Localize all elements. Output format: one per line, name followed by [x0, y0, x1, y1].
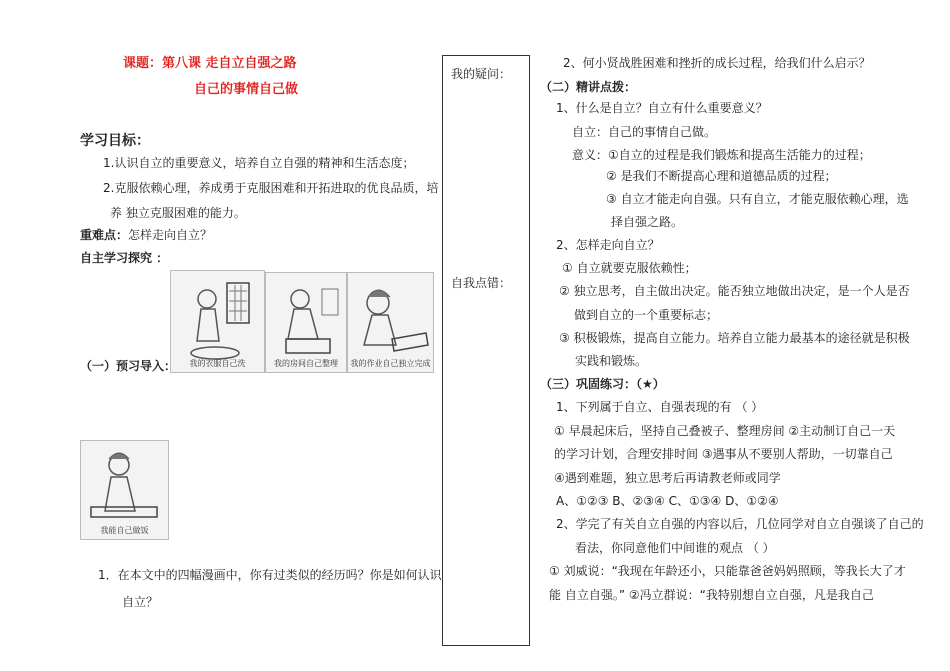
figure-washing-icon: [171, 271, 264, 372]
point-6: 择自强之路。: [611, 215, 684, 229]
key-label: 重难点：: [80, 228, 129, 242]
point-8: ① 自立就要克服依赖性；: [562, 261, 697, 275]
exercise-1-option-a: ① 早晨起床后，坚持自己叠被子、整理房间 ②主动制订自己一天: [554, 424, 896, 438]
section-3-heading: （三）巩固练习：（★）: [540, 377, 665, 391]
point-12: 实践和锻炼。: [575, 354, 648, 368]
self-check-label: 自我点错：: [451, 276, 512, 290]
question-1-line-a: 1．在本文中的四幅漫画中，你有过类似的经历吗？你是如何认识: [98, 568, 442, 582]
point-5: ③ 自立才能走向自强。只有自立，才能克服依赖心理，选: [606, 192, 909, 206]
illustration-cooking: [80, 440, 169, 540]
illustration-tidy-room: [265, 272, 347, 373]
exercise-2-view-2: 能 自立自强。” ②冯立群说：“我特别想自立自强，凡是我自己: [549, 588, 874, 602]
caption-room: 我的房间自己整理: [274, 359, 338, 368]
key-text: 怎样走向自立？: [128, 228, 213, 242]
question-1-line-b: 自立？: [122, 595, 159, 609]
key-point: [80, 227, 212, 243]
point-10: 做到自立的一个重要标志；: [574, 308, 719, 322]
point-3: 意义：①自立的过程是我们锻炼和提高生活能力的过程；: [572, 148, 871, 162]
question-2: 2、何小贤战胜困难和挫折的成长过程，给我们什么启示？: [563, 56, 871, 70]
section-2-heading: （二）精讲点拨：: [540, 80, 637, 94]
lesson-title: 课题：第八课 走自立自强之路: [123, 56, 297, 71]
preview-heading: （一）预习导入：: [80, 359, 177, 373]
exercise-2: 2、学完了有关自立自强的内容以后，几位同学对自立自强谈了自己的: [556, 517, 924, 531]
point-1: 1、什么是自立？自立有什么重要意义？: [556, 101, 768, 115]
point-2: 自立：自己的事情自己做。: [572, 125, 717, 139]
exercise-1-option-c: ④遇到难题，独立思考后再请教老师或同学: [554, 471, 781, 485]
exercise-2-view-1: ① 刘威说：“我现在年龄还小，只能靠爸爸妈妈照顾，等我长大了才: [549, 564, 906, 578]
exercise-1-option-b: 的学习计划，合理安排时间 ③遇事从不要别人帮助，一切靠自己: [554, 447, 893, 461]
exercise-1: 1、下列属于自立、自强表现的有 （ ）: [556, 400, 764, 414]
my-questions-label: 我的疑问：: [451, 67, 512, 81]
lesson-subtitle: 自己的事情自己做: [194, 82, 299, 97]
caption-cook: 我能自己做饭: [100, 526, 149, 535]
exercise-1-choices: A、①②③ B、②③④ C、①③④ D、①②④: [556, 494, 779, 508]
objectives-heading: 学习目标：: [80, 133, 150, 149]
self-study-heading: 自主学习探究 ：: [80, 251, 169, 265]
exercise-2-cont: 看法，你同意他们中间谁的观点 （ ）: [575, 541, 775, 555]
caption-wash: 我的衣服自己洗: [189, 359, 246, 368]
point-4: ② 是我们不断提高心理和道德品质的过程；: [606, 169, 837, 183]
caption-homework: 我的作业自己独立完成: [350, 359, 431, 368]
objective-2b: 养 独立克服困难的能力。: [110, 206, 246, 220]
point-9: ② 独立思考，自主做出决定。能否独立地做出决定，是一个人是否: [559, 284, 910, 298]
point-7: 2、怎样走向自立？: [556, 238, 660, 252]
point-11: ③ 积极锻炼，提高自立能力。培养自立能力最基本的途径就是积极: [559, 331, 910, 345]
illustration-wash-clothes: [170, 270, 265, 373]
illustration-homework: [347, 272, 434, 373]
objective-1: 1.认识自立的重要意义，培养自立自强的精神和生活态度；: [103, 156, 415, 170]
objective-2a: 2.克服依赖心理，养成勇于克服困难和开拓进取的优良品质，培: [103, 181, 439, 195]
notes-box: [442, 55, 530, 646]
